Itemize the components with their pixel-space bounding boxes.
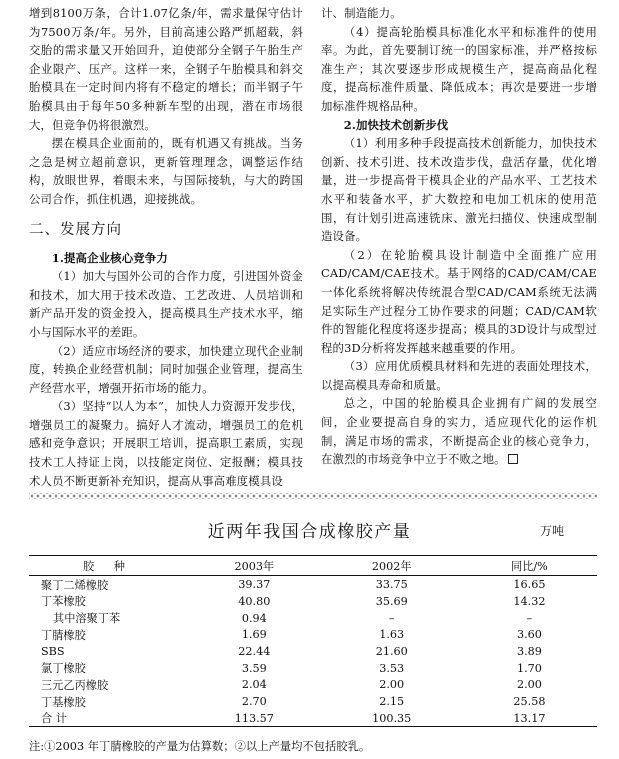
cell-2002: 1.63 [379,628,405,642]
paragraph-continued: 计、制造能力。 [321,6,402,20]
cell-yoy: – [526,611,533,625]
left-column [29,4,303,490]
table-header-row [29,556,597,576]
table-title: 近两年我国合成橡胶产量 [207,522,412,542]
cell-2002: 2.00 [379,678,405,692]
cell-2003: 113.57 [234,711,274,725]
cell-type: 三元乙丙橡胶 [41,678,109,692]
paragraph-innovation-3: （3）应用优质模具材料和先进的表面处理技术，以提高模具寿命和质量。 [321,359,597,392]
cell-type: 聚丁二烯橡胶 [41,578,109,592]
cell-2003: 39.37 [238,578,271,592]
cell-2003: 2.04 [241,678,267,692]
cell-yoy: 25.58 [513,695,546,708]
paragraph-summary [321,394,597,468]
cell-type: 其中溶聚丁苯 [53,612,121,626]
cell-yoy: 3.60 [516,628,542,642]
table-row [29,576,597,593]
cell-yoy: 14.32 [513,594,546,608]
table-row [29,626,597,643]
cell-type: 氯丁橡胶 [41,662,86,676]
cell-2002: – [388,611,395,625]
subsection-title-competitiveness: 1.提高企业核心竞争力 [51,250,168,265]
summary-text: 总之，中国的轮胎模具企业拥有广阔的发展空间，企业要提高自身的实力，适应现代化的运作机制，满足市场的需求，不断提高企业的核心竞争力，在激烈的市场竞争中立于不败之地。 [321,396,597,467]
table-row [29,609,597,626]
paragraph-innovation-1: （1）利用多种手段提高技术创新能力，加快技术创新、技术引进、技术改造步伐，盘活存量，优化增量，进一步提高骨干模具企业的产品水平、工艺技术水平和装备水平，扩大数控和电加工机床的使用范围，有计划引进高速铣床、激光扫描仪、快速成型制造设备。 [321,136,597,244]
cell-2003: 22.44 [238,644,271,658]
end-mark-icon [508,454,518,464]
cell-yoy: 3.89 [516,644,542,658]
paragraph-item-1: （1）加大与国外公司的合作力度，引进国外资金和技术，加大用于技术改造、工艺改进、人员培训和新产品开发的资金投入，提高模具生产技术水平，缩小与国际水平的差距。 [29,269,303,339]
header-yoy: 同比/% [462,556,597,576]
table-unit: 万吨 [540,524,565,538]
paragraph-market-demand: 增到8100万条，合计1.07亿条/年，需求量保守估计为7500万条/年。另外，目前高速公路严抓超载，斜交胎的需求量又开始回升，迫使部分全钢子午胎生产企业限产、压产。这样一来，全钢子午胎模具和斜交胎模具在一定时间内将有不稳定的增长；而半钢子午胎模具由于每年50多种新车型的出现，潜在市场很大，但竞争仍将很激烈。 [29,6,303,132]
cell-2002: 35.69 [375,594,408,608]
cell-type: 丁基橡胶 [41,695,86,709]
cell-yoy: 2.00 [516,678,542,692]
rubber-output-table [29,555,597,727]
table-row [29,643,597,660]
cell-2003: 2.70 [241,695,267,708]
cell-type: 丁苯橡胶 [41,595,86,609]
cell-type: 丁腈橡胶 [41,628,86,642]
cell-2003: 0.94 [241,611,267,625]
header-rubber-type: 胶 种 [29,556,187,576]
cell-2003: 1.69 [241,628,267,642]
cell-yoy: 16.65 [513,578,546,592]
cell-2002: 21.60 [375,644,408,658]
table-row [29,593,597,610]
cell-yoy: 13.17 [513,711,546,725]
cell-2002: 100.35 [372,711,412,725]
cell-type: SBS [41,644,65,658]
section-title: 二、发展方向 [29,221,122,238]
header-2002: 2002年 [322,556,462,576]
cell-yoy: 1.70 [516,661,542,675]
header-2003: 2003年 [187,556,322,576]
paragraph-opportunity: 摆在模具企业面前的，既有机遇又有挑战。当务之急是树立超前意识，更新管理理念，调整运作结构，放眼世界，着眼未来，与国际接轨，与大的跨国公司合作，抓住机遇，迎接挑战。 [29,136,303,206]
cell-2002: 3.53 [379,661,405,675]
table-row [29,659,597,676]
cell-2002: 2.15 [379,695,405,708]
decorative-divider [29,493,597,499]
subsection-title-innovation: 2.加快技术创新步伐 [343,117,449,132]
paragraph-item-2: （2）适应市场经济的要求，加快建立现代企业制度，转换企业经营机制；同时加强企业管理，提高生产经营水平，增强开拓市场的能力。 [29,343,303,395]
cell-type: 合 计 [41,712,67,726]
table-footnote: 注:①2003 年丁腈橡胶的产量为估算数；②以上产量均不包括胶乳。 [29,740,371,753]
paragraph-innovation-2: （2）在轮胎模具设计制造中全面推广应用CAD/CAM/CAE技术。基于网络的CAD/CAM/CAE一体化系统将解决传统混合型CAD/CAM系统无法满足实际生产过程分工协作要求的问题；CAD/CAM软件的智能化程度将逐步提高；模具的3D设计与成型过程的3D分析将发挥越来越重要的作用。 [321,247,597,355]
right-column [321,4,597,469]
paragraph-item-4: （4）提高轮胎模具标准化水平和标准件的使用率。为此，首先要制订统一的国家标准，并严格按标准生产；其次要逐步形成规模生产，提高商品化程度，提高标准件质量、降低成本；再次是要进一步增加标准件规格品种。 [321,24,597,113]
paragraph-item-3: （3）坚持“以人为本”，加快人力资源开发步伐，增强员工的凝聚力。搞好人才流动，增强员工的危机感和竞争意识；开展职工培训，提高职工素质，实现技术工人持证上岗，以技能定岗位、定报酬；模具技术人员不断更新补充知识，提高从事高难度模具设 [29,399,303,488]
table-row [29,676,597,693]
cell-2003: 3.59 [241,661,267,675]
cell-2003: 40.80 [238,594,271,608]
cell-2002: 33.75 [375,578,408,592]
table-row [29,693,597,710]
table-total-row [29,710,597,727]
